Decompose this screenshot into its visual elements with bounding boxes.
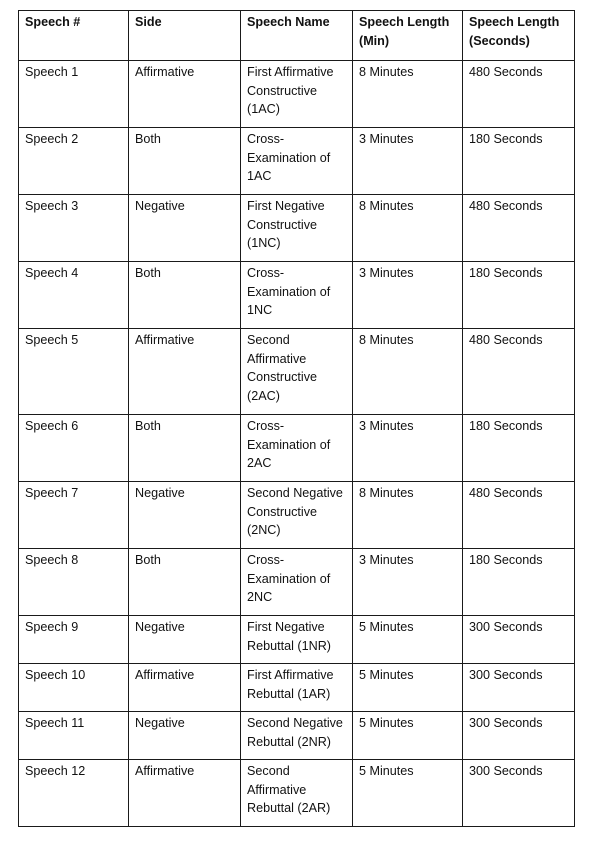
table-row: [19, 262, 575, 329]
cell-length-seconds: 300 Seconds: [463, 760, 575, 827]
header-side: Side: [129, 11, 241, 61]
cell-length-min: 5 Minutes: [353, 760, 463, 827]
cell-length-min: 3 Minutes: [353, 262, 463, 329]
cell-speech-number: Speech 11: [19, 712, 129, 760]
cell-length-min: 5 Minutes: [353, 616, 463, 664]
cell-length-seconds: 480 Seconds: [463, 329, 575, 415]
cell-length-seconds: 180 Seconds: [463, 415, 575, 482]
cell-length-min: 8 Minutes: [353, 195, 463, 262]
cell-speech-name: Second Negative Rebuttal (2NR): [241, 712, 353, 760]
table-body: [19, 61, 575, 827]
cell-side: Both: [129, 549, 241, 616]
table-row: [19, 760, 575, 827]
cell-speech-number: Speech 3: [19, 195, 129, 262]
cell-length-seconds: 180 Seconds: [463, 549, 575, 616]
cell-speech-number: Speech 2: [19, 128, 129, 195]
cell-length-seconds: 180 Seconds: [463, 262, 575, 329]
cell-length-seconds: 300 Seconds: [463, 712, 575, 760]
header-speech-length-seconds: Speech Length (Seconds): [463, 11, 575, 61]
cell-length-seconds: 300 Seconds: [463, 664, 575, 712]
cell-speech-number: Speech 6: [19, 415, 129, 482]
cell-speech-number: Speech 12: [19, 760, 129, 827]
cell-speech-name: Cross-Examination of 2AC: [241, 415, 353, 482]
cell-speech-number: Speech 5: [19, 329, 129, 415]
cell-length-min: 8 Minutes: [353, 61, 463, 128]
cell-side: Affirmative: [129, 61, 241, 128]
cell-side: Both: [129, 415, 241, 482]
cell-side: Affirmative: [129, 760, 241, 827]
cell-length-seconds: 480 Seconds: [463, 195, 575, 262]
cell-side: Negative: [129, 195, 241, 262]
cell-speech-name: Second Affirmative Constructive (2AC): [241, 329, 353, 415]
cell-speech-number: Speech 4: [19, 262, 129, 329]
table-row: [19, 549, 575, 616]
cell-length-min: 8 Minutes: [353, 482, 463, 549]
cell-length-min: 3 Minutes: [353, 415, 463, 482]
cell-speech-number: Speech 10: [19, 664, 129, 712]
table-row: [19, 415, 575, 482]
cell-speech-name: Cross-Examination of 2NC: [241, 549, 353, 616]
cell-side: Negative: [129, 616, 241, 664]
header-speech-length-min: Speech Length (Min): [353, 11, 463, 61]
cell-length-seconds: 180 Seconds: [463, 128, 575, 195]
cell-speech-name: Second Negative Constructive (2NC): [241, 482, 353, 549]
speech-schedule-table: [18, 10, 575, 827]
table-row: [19, 664, 575, 712]
cell-length-min: 3 Minutes: [353, 549, 463, 616]
table-row: [19, 616, 575, 664]
table-row: [19, 329, 575, 415]
cell-length-min: 5 Minutes: [353, 712, 463, 760]
table-row: [19, 712, 575, 760]
cell-speech-name: Cross-Examination of 1AC: [241, 128, 353, 195]
header-speech-name: Speech Name: [241, 11, 353, 61]
cell-length-min: 3 Minutes: [353, 128, 463, 195]
cell-length-min: 5 Minutes: [353, 664, 463, 712]
table-row: [19, 195, 575, 262]
table-row: [19, 61, 575, 128]
cell-speech-number: Speech 8: [19, 549, 129, 616]
cell-speech-name: First Affirmative Rebuttal (1AR): [241, 664, 353, 712]
cell-speech-name: Second Affirmative Rebuttal (2AR): [241, 760, 353, 827]
cell-length-min: 8 Minutes: [353, 329, 463, 415]
cell-length-seconds: 480 Seconds: [463, 61, 575, 128]
cell-length-seconds: 480 Seconds: [463, 482, 575, 549]
cell-speech-number: Speech 9: [19, 616, 129, 664]
cell-speech-name: First Negative Constructive (1NC): [241, 195, 353, 262]
cell-side: Affirmative: [129, 664, 241, 712]
cell-side: Both: [129, 128, 241, 195]
cell-speech-name: First Affirmative Constructive (1AC): [241, 61, 353, 128]
header-speech-number: Speech #: [19, 11, 129, 61]
cell-length-seconds: 300 Seconds: [463, 616, 575, 664]
table-row: [19, 128, 575, 195]
cell-side: Both: [129, 262, 241, 329]
cell-speech-name: Cross-Examination of 1NC: [241, 262, 353, 329]
table-header-row: [19, 11, 575, 61]
cell-speech-number: Speech 1: [19, 61, 129, 128]
cell-side: Affirmative: [129, 329, 241, 415]
cell-speech-name: First Negative Rebuttal (1NR): [241, 616, 353, 664]
cell-side: Negative: [129, 482, 241, 549]
table-row: [19, 482, 575, 549]
cell-side: Negative: [129, 712, 241, 760]
cell-speech-number: Speech 7: [19, 482, 129, 549]
